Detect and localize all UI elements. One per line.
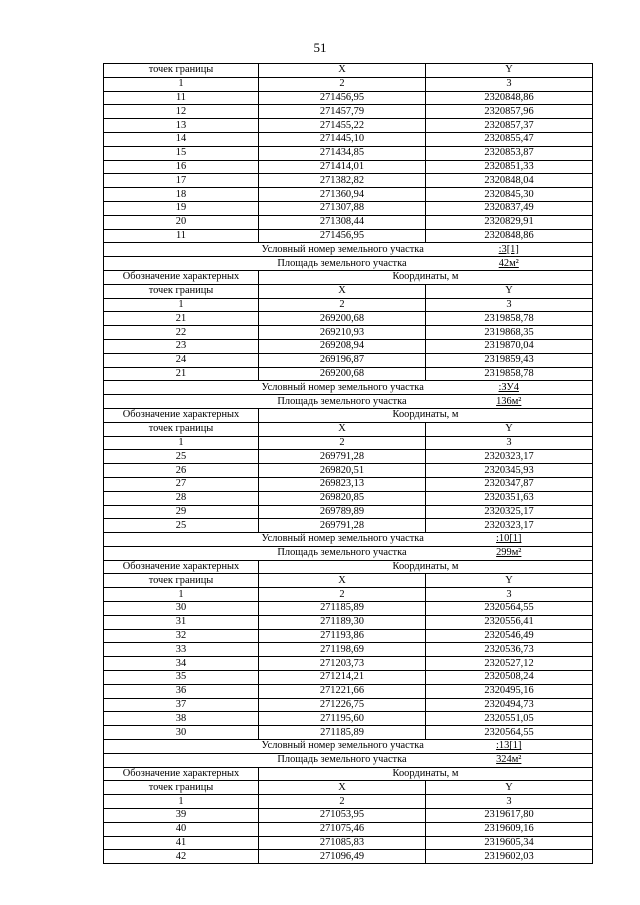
table-row — [104, 850, 593, 864]
x-coordinate-cell: 271307,88 — [259, 201, 426, 215]
y-coordinate-cell: 2320564,55 — [426, 602, 593, 616]
plot-number-value-cell — [426, 243, 593, 257]
x-coordinate-cell: 269823,13 — [259, 477, 426, 491]
table-row — [104, 657, 593, 671]
table-row — [104, 477, 593, 491]
y-coordinate-cell: 2320848,04 — [426, 174, 593, 188]
index-cell: 3 — [426, 588, 593, 602]
plot-area-value-cell — [426, 753, 593, 767]
point-number-cell: 34 — [104, 657, 259, 671]
table-row — [104, 312, 593, 326]
plot-area-value: 42м² — [498, 257, 519, 269]
table-row — [104, 671, 593, 685]
plot-number-value: :10[1] — [496, 533, 522, 545]
table-row — [104, 822, 593, 836]
x-coordinate-cell: 271185,89 — [259, 602, 426, 616]
point-number-cell: 27 — [104, 477, 259, 491]
plot-area-value: 136м² — [496, 395, 522, 407]
point-number-cell: 30 — [104, 602, 259, 616]
spacer-cell — [104, 381, 259, 395]
header-y: Y — [426, 422, 593, 436]
table-row — [104, 629, 593, 643]
index-cell: 2 — [259, 298, 426, 312]
table-row — [104, 602, 593, 616]
spacer-cell — [104, 257, 259, 271]
x-coordinate-cell: 269200,68 — [259, 367, 426, 381]
x-coordinate-cell: 269196,87 — [259, 353, 426, 367]
x-coordinate-cell: 269791,28 — [259, 450, 426, 464]
spacer-cell — [104, 546, 259, 560]
table-row — [104, 201, 593, 215]
y-coordinate-cell: 2320848,86 — [426, 229, 593, 243]
plot-number-row — [104, 740, 593, 754]
point-number-cell: 37 — [104, 698, 259, 712]
x-coordinate-cell: 271382,82 — [259, 174, 426, 188]
point-number-cell: 22 — [104, 326, 259, 340]
x-coordinate-cell: 271189,30 — [259, 615, 426, 629]
y-coordinate-cell: 2319870,04 — [426, 339, 593, 353]
header-point-label: Обозначение характерных — [104, 560, 259, 574]
y-coordinate-cell: 2319605,34 — [426, 836, 593, 850]
page-number: 51 — [313, 40, 327, 55]
x-coordinate-cell: 269208,94 — [259, 339, 426, 353]
y-coordinate-cell: 2320494,73 — [426, 698, 593, 712]
plot-number-row — [104, 243, 593, 257]
point-number-cell: 41 — [104, 836, 259, 850]
plot-area-value-cell — [426, 395, 593, 409]
plot-number-value: :13[1] — [496, 740, 522, 752]
table-row — [104, 615, 593, 629]
plot-number-value-cell — [426, 740, 593, 754]
index-row — [104, 795, 593, 809]
spacer-cell — [104, 395, 259, 409]
table-row — [104, 215, 593, 229]
table-row — [104, 326, 593, 340]
point-number-cell: 39 — [104, 809, 259, 823]
x-coordinate-cell: 271053,95 — [259, 809, 426, 823]
y-coordinate-cell: 2319858,78 — [426, 367, 593, 381]
x-coordinate-cell: 269789,89 — [259, 505, 426, 519]
coordinates-table — [103, 63, 593, 864]
point-number-cell: 11 — [104, 91, 259, 105]
table-header-row — [104, 781, 593, 795]
table-row — [104, 836, 593, 850]
header-x: X — [259, 64, 426, 78]
point-number-cell: 14 — [104, 132, 259, 146]
plot-area-row — [104, 546, 593, 560]
table-header-row — [104, 767, 593, 781]
point-number-cell: 20 — [104, 215, 259, 229]
header-point-label: Обозначение характерных — [104, 767, 259, 781]
x-coordinate-cell: 271308,44 — [259, 215, 426, 229]
table-row — [104, 339, 593, 353]
x-coordinate-cell: 271455,22 — [259, 119, 426, 133]
header-point-label: Обозначение характерных — [104, 270, 259, 284]
plot-number-row — [104, 381, 593, 395]
index-cell: 2 — [259, 795, 426, 809]
index-row — [104, 588, 593, 602]
table-header-row — [104, 422, 593, 436]
table-header-row — [104, 574, 593, 588]
table-row — [104, 174, 593, 188]
x-coordinate-cell: 269820,85 — [259, 491, 426, 505]
index-cell: 2 — [259, 77, 426, 91]
header-x: X — [259, 574, 426, 588]
point-number-cell: 25 — [104, 519, 259, 533]
header-coordinates: Координаты, м — [259, 560, 593, 574]
y-coordinate-cell: 2320551,05 — [426, 712, 593, 726]
x-coordinate-cell: 269200,68 — [259, 312, 426, 326]
table-header-row — [104, 284, 593, 298]
plot-number-label: Условный номер земельного участка — [259, 381, 426, 395]
header-y: Y — [426, 284, 593, 298]
plot-area-row — [104, 395, 593, 409]
y-coordinate-cell: 2319602,03 — [426, 850, 593, 864]
table-header-row — [104, 408, 593, 422]
plot-number-label: Условный номер земельного участка — [259, 243, 426, 257]
index-row — [104, 436, 593, 450]
plot-number-value-cell — [426, 533, 593, 547]
table-row — [104, 698, 593, 712]
index-cell: 2 — [259, 588, 426, 602]
index-cell: 3 — [426, 795, 593, 809]
y-coordinate-cell: 2320345,93 — [426, 464, 593, 478]
plot-area-value: 299м² — [496, 547, 522, 559]
plot-area-row — [104, 753, 593, 767]
plot-area-label: Площадь земельного участка — [259, 546, 426, 560]
table-row — [104, 353, 593, 367]
x-coordinate-cell: 271434,85 — [259, 146, 426, 160]
table-row — [104, 519, 593, 533]
point-number-cell: 36 — [104, 684, 259, 698]
x-coordinate-cell: 269210,93 — [259, 326, 426, 340]
header-x: X — [259, 422, 426, 436]
index-cell: 3 — [426, 77, 593, 91]
plot-number-value: :ЗУ4 — [498, 381, 519, 393]
spacer-cell — [104, 740, 259, 754]
spacer-cell — [104, 533, 259, 547]
table-row — [104, 367, 593, 381]
point-number-cell: 13 — [104, 119, 259, 133]
header-point-label-2: точек границы — [104, 781, 259, 795]
y-coordinate-cell: 2320527,12 — [426, 657, 593, 671]
table-header-row — [104, 270, 593, 284]
plot-area-row — [104, 257, 593, 271]
y-coordinate-cell: 2320546,49 — [426, 629, 593, 643]
y-coordinate-cell: 2320325,17 — [426, 505, 593, 519]
point-number-cell: 15 — [104, 146, 259, 160]
index-cell: 1 — [104, 436, 259, 450]
index-cell: 3 — [426, 298, 593, 312]
table-row — [104, 464, 593, 478]
plot-area-value-cell — [426, 546, 593, 560]
point-number-cell: 11 — [104, 229, 259, 243]
table-row — [104, 229, 593, 243]
y-coordinate-cell: 2319609,16 — [426, 822, 593, 836]
index-cell: 2 — [259, 436, 426, 450]
table-row — [104, 684, 593, 698]
plot-number-label: Условный номер земельного участка — [259, 533, 426, 547]
y-coordinate-cell: 2320351,63 — [426, 491, 593, 505]
point-number-cell: 42 — [104, 850, 259, 864]
point-number-cell: 40 — [104, 822, 259, 836]
point-number-cell: 29 — [104, 505, 259, 519]
plot-area-value: 324м² — [496, 754, 522, 766]
header-coordinates: Координаты, м — [259, 270, 593, 284]
table-row — [104, 809, 593, 823]
point-number-cell: 18 — [104, 188, 259, 202]
x-coordinate-cell: 271414,01 — [259, 160, 426, 174]
header-y: Y — [426, 574, 593, 588]
point-number-cell: 35 — [104, 671, 259, 685]
y-coordinate-cell: 2320845,30 — [426, 188, 593, 202]
header-point-label: Обозначение характерных — [104, 408, 259, 422]
point-number-cell: 28 — [104, 491, 259, 505]
y-coordinate-cell: 2320508,24 — [426, 671, 593, 685]
point-number-cell: 12 — [104, 105, 259, 119]
plot-number-row — [104, 533, 593, 547]
index-cell: 1 — [104, 795, 259, 809]
point-number-cell: 23 — [104, 339, 259, 353]
header-coordinates: Координаты, м — [259, 767, 593, 781]
plot-number-value-cell — [426, 381, 593, 395]
plot-area-value-cell — [426, 257, 593, 271]
y-coordinate-cell: 2320857,37 — [426, 119, 593, 133]
index-cell: 1 — [104, 298, 259, 312]
index-row — [104, 77, 593, 91]
x-coordinate-cell: 271456,95 — [259, 229, 426, 243]
y-coordinate-cell: 2320564,55 — [426, 726, 593, 740]
x-coordinate-cell: 269791,28 — [259, 519, 426, 533]
index-cell: 1 — [104, 588, 259, 602]
x-coordinate-cell: 271226,75 — [259, 698, 426, 712]
plot-number-value: :3[1] — [498, 243, 519, 255]
x-coordinate-cell: 271214,21 — [259, 671, 426, 685]
point-number-cell: 21 — [104, 312, 259, 326]
table-row — [104, 119, 593, 133]
y-coordinate-cell: 2319868,35 — [426, 326, 593, 340]
point-number-cell: 33 — [104, 643, 259, 657]
point-number-cell: 25 — [104, 450, 259, 464]
table-header-row — [104, 64, 593, 78]
table-row — [104, 160, 593, 174]
x-coordinate-cell: 271203,73 — [259, 657, 426, 671]
header-coordinates: Координаты, м — [259, 408, 593, 422]
point-number-cell: 26 — [104, 464, 259, 478]
y-coordinate-cell: 2320851,33 — [426, 160, 593, 174]
y-coordinate-cell: 2319617,80 — [426, 809, 593, 823]
x-coordinate-cell: 271096,49 — [259, 850, 426, 864]
header-point-label: точек границы — [104, 64, 259, 78]
x-coordinate-cell: 271195,60 — [259, 712, 426, 726]
table-row — [104, 132, 593, 146]
table-row — [104, 505, 593, 519]
index-cell: 1 — [104, 77, 259, 91]
spacer-cell — [104, 753, 259, 767]
plot-number-label: Условный номер земельного участка — [259, 740, 426, 754]
point-number-cell: 24 — [104, 353, 259, 367]
plot-area-label: Площадь земельного участка — [259, 257, 426, 271]
x-coordinate-cell: 271185,89 — [259, 726, 426, 740]
x-coordinate-cell: 271221,66 — [259, 684, 426, 698]
x-coordinate-cell: 269820,51 — [259, 464, 426, 478]
point-number-cell: 30 — [104, 726, 259, 740]
point-number-cell: 19 — [104, 201, 259, 215]
table-row — [104, 146, 593, 160]
x-coordinate-cell: 271457,79 — [259, 105, 426, 119]
x-coordinate-cell: 271193,86 — [259, 629, 426, 643]
y-coordinate-cell: 2320853,87 — [426, 146, 593, 160]
header-y: Y — [426, 781, 593, 795]
y-coordinate-cell: 2320837,49 — [426, 201, 593, 215]
table-row — [104, 726, 593, 740]
point-number-cell: 32 — [104, 629, 259, 643]
y-coordinate-cell: 2320536,73 — [426, 643, 593, 657]
x-coordinate-cell: 271445,10 — [259, 132, 426, 146]
plot-area-label: Площадь земельного участка — [259, 753, 426, 767]
table-row — [104, 105, 593, 119]
header-x: X — [259, 781, 426, 795]
y-coordinate-cell: 2320855,47 — [426, 132, 593, 146]
x-coordinate-cell: 271360,94 — [259, 188, 426, 202]
y-coordinate-cell: 2320323,17 — [426, 519, 593, 533]
table-row — [104, 450, 593, 464]
header-x: X — [259, 284, 426, 298]
plot-area-label: Площадь земельного участка — [259, 395, 426, 409]
table-row — [104, 643, 593, 657]
table-row — [104, 91, 593, 105]
x-coordinate-cell: 271075,46 — [259, 822, 426, 836]
table-row — [104, 188, 593, 202]
y-coordinate-cell: 2319859,43 — [426, 353, 593, 367]
header-point-label-2: точек границы — [104, 284, 259, 298]
x-coordinate-cell: 271085,83 — [259, 836, 426, 850]
table-header-row — [104, 560, 593, 574]
point-number-cell: 21 — [104, 367, 259, 381]
y-coordinate-cell: 2319858,78 — [426, 312, 593, 326]
header-point-label-2: точек границы — [104, 422, 259, 436]
point-number-cell: 38 — [104, 712, 259, 726]
index-cell: 3 — [426, 436, 593, 450]
point-number-cell: 16 — [104, 160, 259, 174]
y-coordinate-cell: 2320556,41 — [426, 615, 593, 629]
y-coordinate-cell: 2320347,87 — [426, 477, 593, 491]
header-y: Y — [426, 64, 593, 78]
y-coordinate-cell: 2320829,91 — [426, 215, 593, 229]
y-coordinate-cell: 2320848,86 — [426, 91, 593, 105]
y-coordinate-cell: 2320857,96 — [426, 105, 593, 119]
spacer-cell — [104, 243, 259, 257]
header-point-label-2: точек границы — [104, 574, 259, 588]
point-number-cell: 31 — [104, 615, 259, 629]
index-row — [104, 298, 593, 312]
y-coordinate-cell: 2320323,17 — [426, 450, 593, 464]
table-row — [104, 491, 593, 505]
x-coordinate-cell: 271198,69 — [259, 643, 426, 657]
y-coordinate-cell: 2320495,16 — [426, 684, 593, 698]
point-number-cell: 17 — [104, 174, 259, 188]
x-coordinate-cell: 271456,95 — [259, 91, 426, 105]
table-row — [104, 712, 593, 726]
